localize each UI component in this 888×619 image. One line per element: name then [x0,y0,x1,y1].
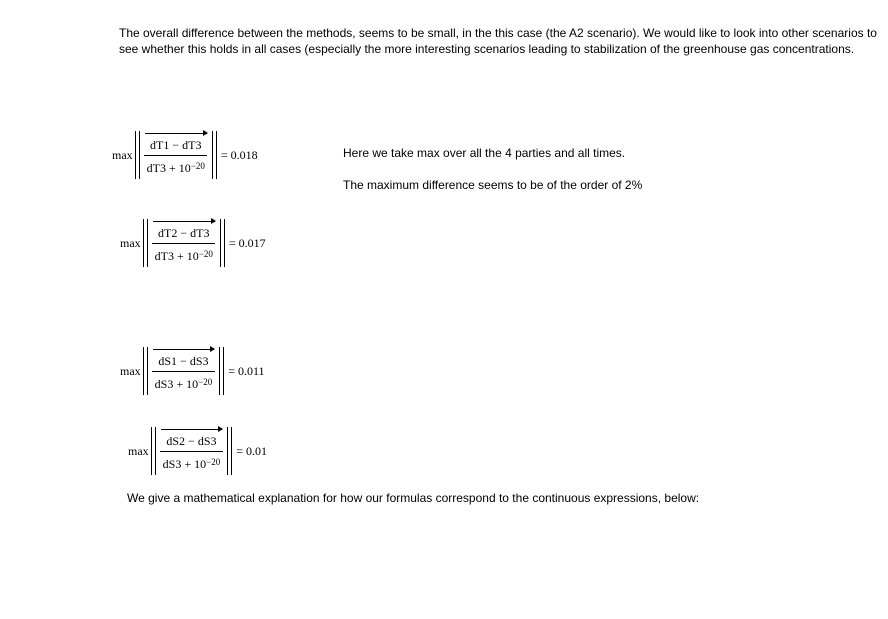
exponent: −20 [206,457,221,467]
fraction [157,429,227,473]
max-over-note: Here we take max over all the 4 parties and all times. [343,146,626,160]
vector-arrow-icon [153,349,215,350]
equation-dT2-dT3 [120,218,266,268]
denominator: $dT3 + 10^{-20}$ [154,249,213,263]
exponent: −20 [198,377,213,387]
outro-paragraph: We give a mathematical explanation for how our formulas correspond to the continuous expressions, below: [127,491,700,505]
denominator: $dS3 + 10^{-20}$ [162,457,221,471]
exponent: −20 [190,161,205,171]
vector-arrow-icon [161,429,223,430]
equation-result: = 0.017 [228,235,266,250]
intro-paragraph: The overall difference between the methods, seems to be small, in the this case (the A2 scenario). We would like to look into other scenarios to see whether this holds in all cases (especially the more interesting scenarios leading to stabilization of the greenhouse gas concentrations. [119,26,877,56]
norm-bars [151,426,233,476]
denominator: $dS3 + 10^{-20}$ [154,377,213,391]
equation-dS1-dS3 [120,346,265,396]
max-operator: max [112,147,133,162]
equation-dS2-dS3 [128,426,267,476]
max-operator: max [120,363,141,378]
equation-result: = 0.018 [220,147,258,162]
fraction [141,133,211,177]
norm-bars [143,346,225,396]
numerator: dT1 − dT3 [144,137,207,156]
numerator: dS1 − dS3 [152,353,214,372]
norm-bars [143,218,225,268]
equation-result: = 0.011 [228,363,265,378]
exponent: −20 [198,249,213,259]
equation-dT1-dT3 [112,130,258,180]
fraction [149,349,219,393]
fraction [149,221,219,265]
max-difference-note: The maximum difference seems to be of the order of 2% [343,178,643,192]
numerator: dS2 − dS3 [160,433,222,452]
equation-result: = 0.01 [236,443,267,458]
vector-arrow-icon [153,221,215,222]
max-operator: max [128,443,149,458]
numerator: dT2 − dT3 [152,225,215,244]
denominator: $dT3 + 10^{-20}$ [146,161,205,175]
max-operator: max [120,235,141,250]
vector-arrow-icon [145,133,207,134]
norm-bars [135,130,217,180]
